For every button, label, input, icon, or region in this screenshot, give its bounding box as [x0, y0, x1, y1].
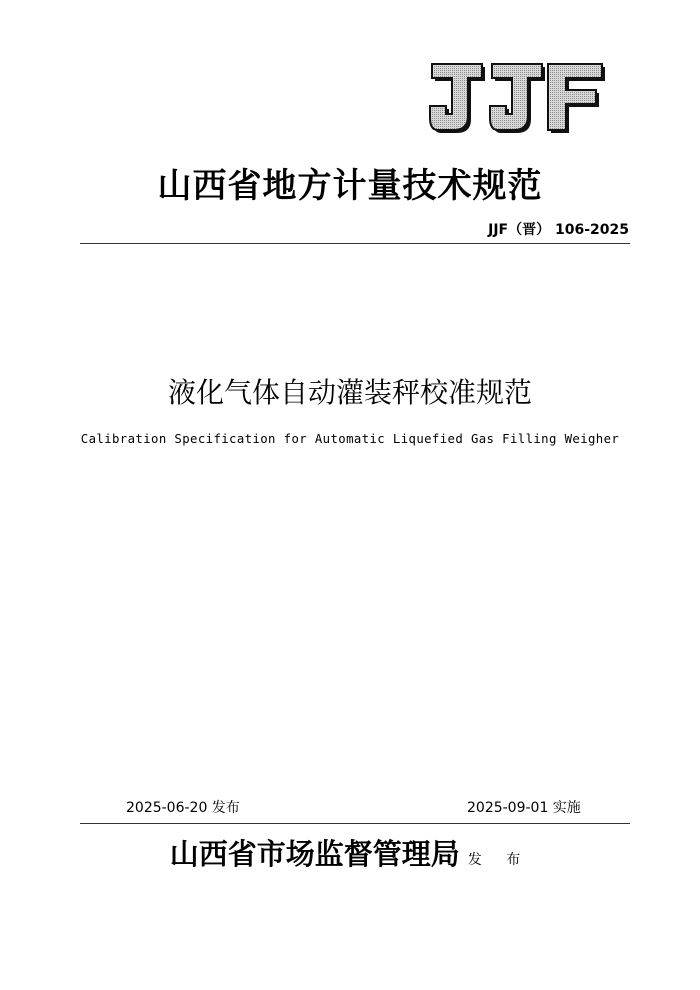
- document-title-chinese: 液化气体自动灌装秤校准规范: [167, 376, 532, 409]
- publisher-suffix: 发 布: [467, 852, 531, 868]
- publisher-line: [0, 832, 700, 873]
- logo-letter-j-1: [430, 64, 485, 133]
- issue-date: 2025-06-20 发布: [126, 800, 240, 816]
- header-divider: [80, 243, 630, 244]
- organization-title: 山西省地方计量技术规范: [157, 166, 543, 206]
- jjf-logo: [428, 62, 606, 136]
- publisher-name: 山西省市场监督管理局: [169, 837, 460, 871]
- implementation-date: 2025-09-01 实施: [467, 800, 581, 816]
- footer-divider: [80, 823, 630, 824]
- logo-letter-f: [548, 64, 605, 133]
- logo-letter-j-2: [490, 64, 545, 133]
- standard-code: JJF（晋） 106-2025: [488, 222, 629, 238]
- document-title-english: Calibration Specification for Automatic Liquefied Gas Filling Weigher: [80, 432, 620, 446]
